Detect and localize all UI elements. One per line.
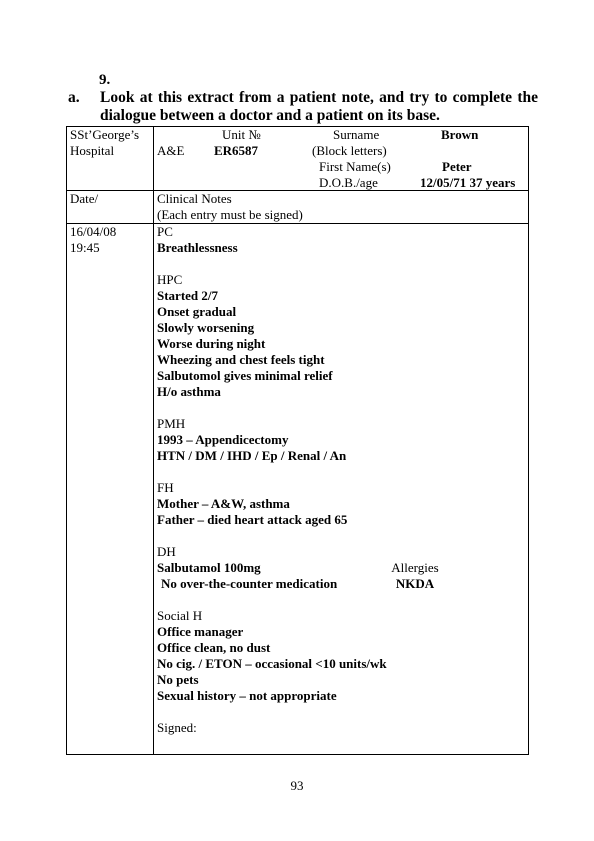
dh-medication: Salbutamol 100mg: [157, 560, 261, 575]
page-number: 93: [290, 778, 304, 793]
allergies-value: NKDA: [395, 576, 435, 591]
social-history-label: Social H: [157, 608, 203, 623]
fh-item: Mother – A&W, asthma: [157, 496, 290, 511]
signed-label: Signed:: [157, 720, 197, 735]
clinical-notes-body: [154, 224, 529, 755]
pc-text: Breathlessness: [157, 240, 238, 255]
surname-label: Surname: [333, 127, 380, 142]
entry-datetime: [67, 224, 154, 755]
header-row: [67, 127, 529, 191]
task-label: a.: [68, 89, 80, 106]
hospital-cell: [67, 127, 154, 191]
hpc-item: Salbutomol gives minimal relief: [157, 368, 333, 383]
social-history-item: Office clean, no dust: [157, 640, 271, 655]
hpc-item: Onset gradual: [157, 304, 237, 319]
allergies-label: Allergies: [391, 560, 439, 575]
hpc-label: HPC: [157, 272, 183, 287]
patient-details-cell: [154, 127, 529, 191]
hpc-item: Slowly worsening: [157, 320, 255, 335]
unit-dept: A&E: [157, 143, 185, 158]
signature-instruction: (Each entry must be signed): [157, 207, 303, 222]
dh-label: DH: [157, 544, 176, 559]
block-letters-note: (Block letters): [312, 143, 387, 158]
patient-note-table: [66, 126, 529, 755]
exercise-number: 9.: [99, 72, 111, 88]
task-instruction: [68, 89, 538, 125]
subheader-row: [67, 191, 529, 224]
social-history-item: No pets: [157, 672, 199, 687]
pmh-item: HTN / DM / IHD / Ep / Renal / An: [157, 448, 347, 463]
surname-value: Brown: [441, 127, 479, 142]
first-name-value: Peter: [442, 159, 472, 174]
dh-otc: No over-the-counter medication: [161, 576, 338, 591]
entry-date: 16/04/08: [70, 224, 117, 239]
pmh-label: PMH: [157, 416, 186, 431]
dob-label: D.O.B./age: [319, 175, 378, 190]
hpc-item: H/o asthma: [157, 384, 221, 399]
unit-label: Unit №: [222, 127, 261, 142]
fh-label: FH: [157, 480, 174, 495]
first-name-label: First Name(s): [319, 159, 391, 174]
hpc-item: Started 2/7: [157, 288, 219, 303]
hpc-item: Worse during night: [157, 336, 266, 351]
entry-time: 19:45: [70, 240, 100, 255]
unit-number: ER6587: [214, 143, 259, 158]
date-heading: Date/: [70, 191, 99, 206]
task-text: Look at this extract from a patient note, and try to complete the dialogue between a doctor and a patient on its base.: [100, 89, 538, 124]
social-history-item: No cig. / ETON – occasional <10 units/wk: [157, 656, 387, 671]
social-history-item: Sexual history – not appropriate: [157, 688, 337, 703]
entry-row: [67, 224, 529, 755]
social-history-item: Office manager: [157, 624, 244, 639]
date-time-header: [67, 191, 154, 224]
hpc-item: Wheezing and chest feels tight: [157, 352, 325, 367]
dob-value: 12/05/71 37 years: [420, 175, 516, 190]
pc-label: PC: [157, 224, 173, 239]
hospital-line2: Hospital: [70, 143, 115, 158]
fh-item: Father – died heart attack aged 65: [157, 512, 348, 527]
clinical-notes-header: [154, 191, 529, 224]
clinical-notes-title: Clinical Notes: [157, 191, 232, 206]
pmh-item: 1993 – Appendicectomy: [157, 432, 289, 447]
hospital-line1: SSt’George’s: [70, 127, 140, 142]
